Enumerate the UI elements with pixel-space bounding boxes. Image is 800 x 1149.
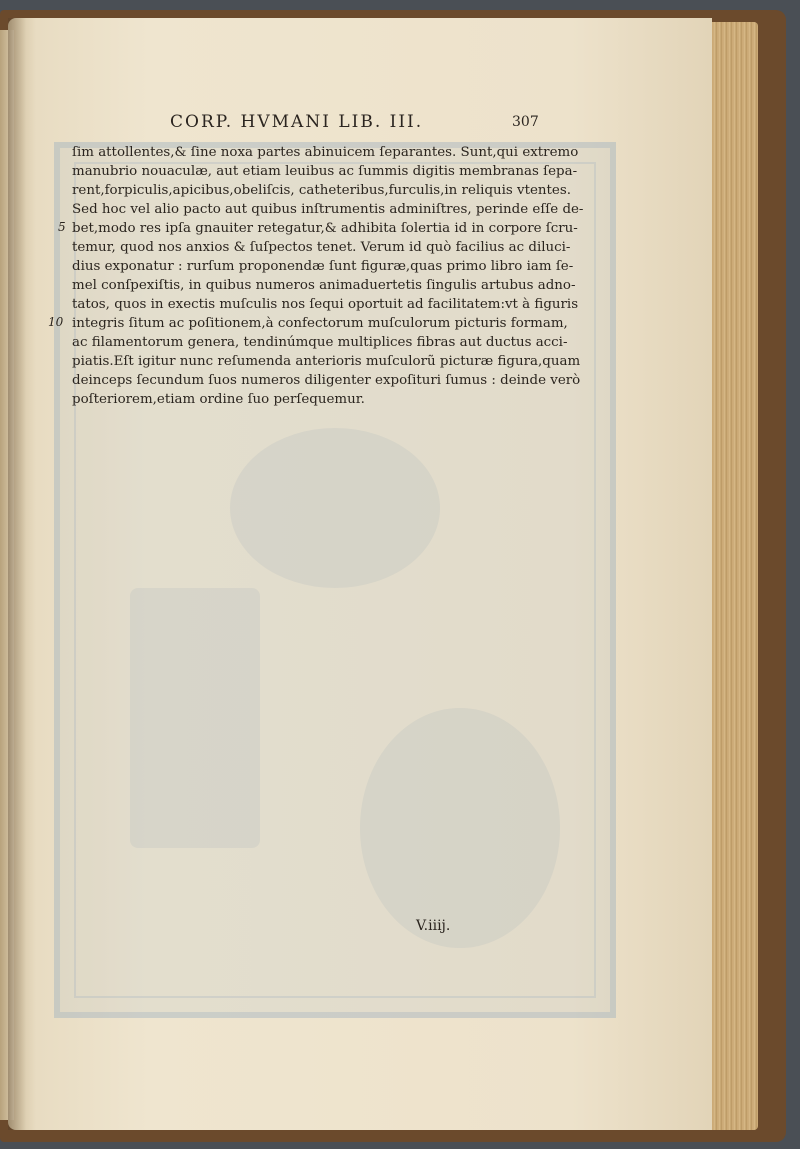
text-line: bet,modo res ipſa gnauiter retegatur,& adhibita ſolertia id in corpore ſcru- (72, 221, 578, 236)
page-number: 307 (512, 114, 539, 130)
text-line: manubrio nouaculæ, aut etiam leuibus ac ſummis digitis membranas ſepa- (72, 164, 578, 179)
page-edges (708, 22, 758, 1130)
text-line: mel conſpexiſtis, in quibus numeros animaduertetis ſingulis artubus adno- (72, 278, 576, 293)
gutter-shadow (8, 18, 26, 1130)
text-line: piatis.Eſt igitur nunc reſumenda anterioris muſculorũ picturæ figura,quam (72, 354, 581, 369)
line-number-5: 5 (58, 220, 66, 234)
text-line: deinceps ſecundum ſuos numeros diligenter expoſituri ſumus : deinde verò (72, 373, 581, 388)
text-line: integris ſitum ac poſitionem,à confectorum muſculorum picturis formam, (72, 316, 568, 331)
running-head: CORP. HVMANI LIB. III. (170, 112, 424, 132)
text-line: rent,forpiculis,apicibus,obeliſcis, catheteribus,furculis,in reliquis vtentes. (72, 183, 571, 198)
text-line: poſteriorem,etiam ordine ſuo perſequemur. (72, 392, 365, 407)
text-line: temur, quod nos anxios & ſuſpectos tenet. Verum id quò facilius ac diluci- (72, 240, 571, 255)
text-line: dius exponatur : rurſum proponendæ ſunt figuræ,quas primo libro iam ſe- (72, 259, 574, 274)
text-line: Sed hoc vel alio pacto aut quibus inſtrumentis adminiſtres, perinde eſſe de- (72, 202, 584, 217)
signature-mark: V.iiij. (416, 918, 451, 934)
text-line: ac filamentorum genera, tendinúmque multiplices fibras aut ductus acci- (72, 335, 568, 350)
text-line: tatos, quos in exectis muſculis nos ſequi oportuit ad facilitatem:vt à figuris (72, 297, 579, 312)
text-line: ſim attollentes,& ſine noxa partes abinuicem ſeparantes. Sunt,qui extremo (72, 145, 579, 160)
line-number-10: 10 (48, 315, 64, 329)
